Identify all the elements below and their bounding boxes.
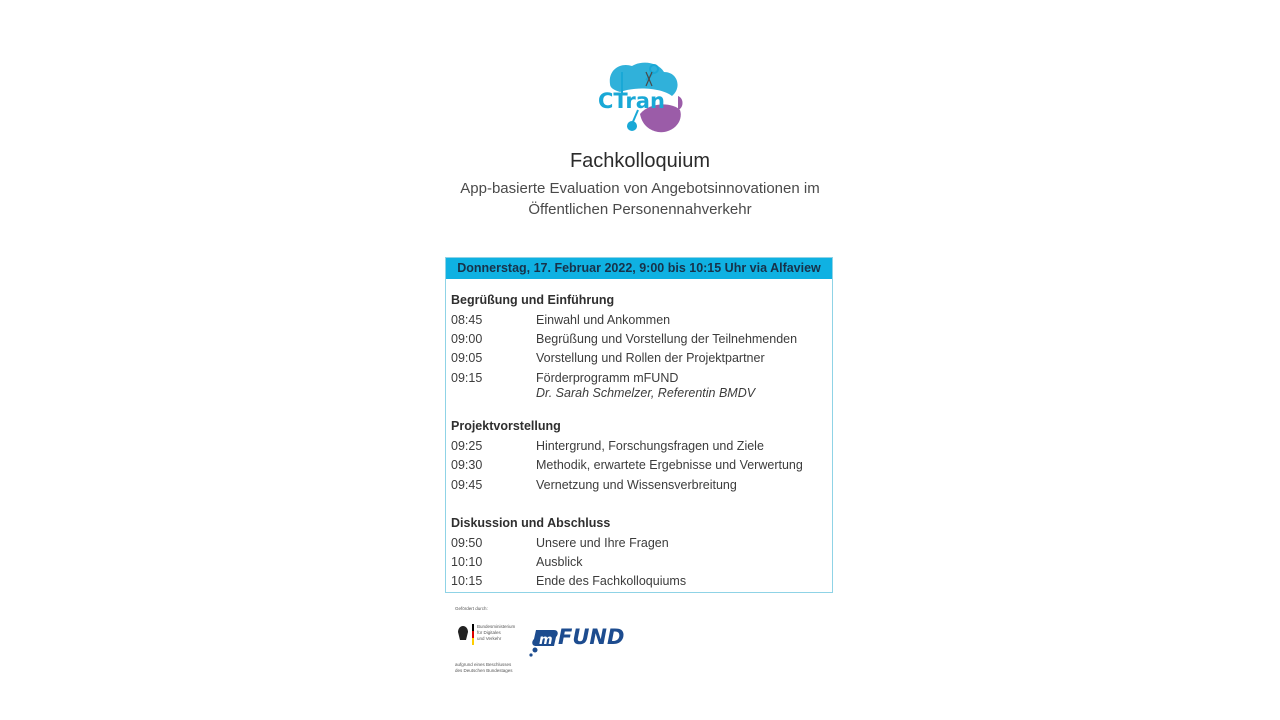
agenda-text: Vernetzung und Wissensverbreitung xyxy=(536,478,737,492)
agenda-text: Förderprogramm mFUND xyxy=(536,371,679,385)
agenda-text: Hintergrund, Forschungsfragen und Ziele xyxy=(536,439,764,453)
ministry-line: und Verkehr xyxy=(477,636,502,641)
flag-stripe-gold xyxy=(472,638,474,645)
agenda-text: Vorstellung und Rollen der Projektpartner xyxy=(536,351,765,365)
section-title: Projektvorstellung xyxy=(451,419,561,433)
ministry-line: Bundesministerium xyxy=(477,624,516,629)
agenda-time: 10:15 xyxy=(451,574,483,588)
agenda-time: 09:45 xyxy=(451,478,483,492)
agenda-time: 09:15 xyxy=(451,371,483,385)
agenda-time: 09:05 xyxy=(451,351,483,365)
section-title: Diskussion und Abschluss xyxy=(451,516,611,530)
agenda-time: 10:10 xyxy=(451,555,483,569)
agenda-text: Ende des Fachkolloquiums xyxy=(536,574,687,588)
ministry-line: für Digitales xyxy=(477,630,501,635)
federal-eagle-icon xyxy=(457,624,469,644)
page-subtitle xyxy=(0,178,1280,220)
agenda-text: Begrüßung und Vorstellung der Teilnehmenden xyxy=(536,332,798,346)
agenda-time: 09:50 xyxy=(451,536,483,550)
agenda-header: Donnerstag, 17. Februar 2022, 9:00 bis 10:15 Uhr via Alfaview xyxy=(446,258,832,279)
agenda-text: Unsere und Ihre Fragen xyxy=(536,536,669,550)
section-title: Begrüßung und Einführung xyxy=(451,293,615,307)
page-title: Fachkolloquium xyxy=(569,150,711,172)
funding-bottom-line: des Deutschen Bundestages xyxy=(455,668,513,673)
flag-stripe-black xyxy=(472,624,474,631)
agenda-time: 09:25 xyxy=(451,439,483,453)
agenda-text: Ausblick xyxy=(536,555,583,569)
agenda-box xyxy=(445,257,833,593)
mfund-text: FUND xyxy=(558,625,625,649)
funding-bottom-line: aufgrund eines Beschlusses xyxy=(455,662,512,667)
ctran-logo xyxy=(596,58,688,138)
bmdv-funding-logo xyxy=(455,606,525,676)
agenda-time: 09:30 xyxy=(451,458,483,472)
subtitle-line: Öffentlichen Personennahverkehr xyxy=(528,201,752,218)
agenda-note: Dr. Sarah Schmelzer, Referentin BMDV xyxy=(536,386,756,400)
agenda-text: Methodik, erwartete Ergebnisse und Verwertung xyxy=(536,458,803,472)
subtitle-line: App-basierte Evaluation von Angebotsinnovationen im xyxy=(460,180,820,197)
svg-text:m: m xyxy=(539,633,553,648)
mfund-logo xyxy=(528,620,632,658)
agenda-text: Einwahl und Ankommen xyxy=(536,313,671,327)
flag-stripe-red xyxy=(472,631,474,638)
funding-top-text: Gefördert durch: xyxy=(455,606,488,611)
agenda-time: 08:45 xyxy=(451,313,483,327)
ctran-logo-text: CTran xyxy=(598,89,665,113)
agenda-time: 09:00 xyxy=(451,332,483,346)
